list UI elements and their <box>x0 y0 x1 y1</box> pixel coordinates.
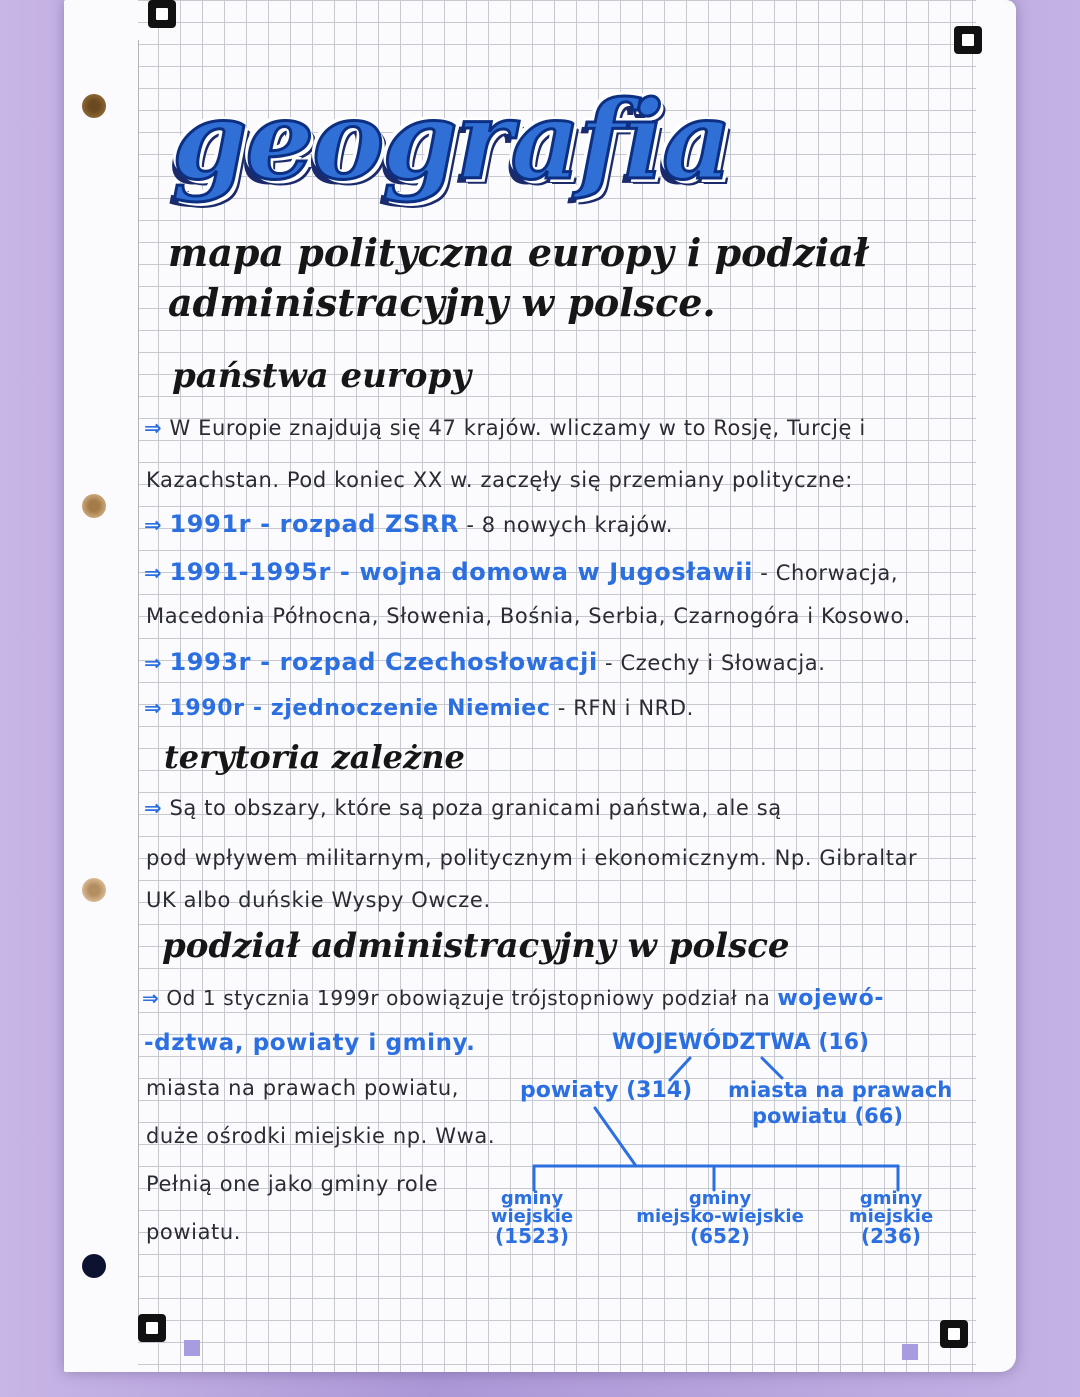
paragraph-line: UK albo duńskie Wyspy Owcze. <box>146 888 491 912</box>
gminy-label: gminy <box>500 1188 564 1209</box>
side-note-line: miasta na prawach powiatu, <box>146 1076 460 1100</box>
diagram-miasta-line2: powiatu (66) <box>752 1104 903 1128</box>
section-heading-podzial: podział administracyjny w polsce <box>162 926 790 966</box>
arrow-icon: ⇒ <box>144 651 163 675</box>
list-item <box>144 558 898 586</box>
section-heading-terytoria: terytoria zależne <box>164 738 465 776</box>
list-item-highlight: 1991r - rozpad ZSRR <box>169 510 460 538</box>
arrow-icon: ⇒ <box>144 416 163 440</box>
paragraph-line: Kazachstan. Pod koniec XX w. zaczęły się przemiany polityczne: <box>146 468 853 492</box>
list-item-text: - RFN i NRD. <box>550 696 694 720</box>
paragraph-line: pod wpływem militarnym, politycznym i ekonomicznym. Np. Gibraltar <box>146 846 918 870</box>
list-item <box>144 696 694 721</box>
diagram-powiaty: powiaty (314) <box>520 1078 693 1103</box>
diagram-miasta-line1: miasta na prawach <box>728 1078 953 1102</box>
arrow-icon: ⇒ <box>144 796 163 820</box>
list-item <box>144 510 673 538</box>
list-item-highlight: 1990r - zjednoczenie Niemiec <box>169 696 551 721</box>
paragraph-line <box>142 986 884 1011</box>
topic-line-1: mapa polityczna europy i podział <box>168 230 869 275</box>
page-title: geografia <box>172 78 731 204</box>
list-item-highlight: 1993r - rozpad Czechosłowacji <box>169 648 598 676</box>
diagram-gminy-miejsko-wiejskie <box>630 1190 810 1246</box>
highlight-line: -dztwa, powiaty i gminy. <box>144 1030 476 1056</box>
list-item-highlight: 1991-1995r - wojna domowa w Jugosławii <box>169 558 753 586</box>
gminy-type: miejsko-wiejskie <box>636 1206 804 1227</box>
paragraph-text: Są to obszary, które są poza granicami państwa, ale są <box>169 796 782 820</box>
diagram-gminy-wiejskie <box>472 1190 592 1246</box>
paragraph-line <box>144 796 782 820</box>
diagram-wojewodztwa: WOJEWÓDZTWA (16) <box>612 1030 870 1055</box>
paragraph-text: W Europie znajdują się 47 krajów. wliczamy w to Rosję, Turcję i <box>169 416 866 440</box>
topic-line-2: administracyjny w polsce. <box>168 280 716 325</box>
list-item-text: - Czechy i Słowacja. <box>597 651 826 675</box>
gminy-label: gminy <box>688 1188 752 1209</box>
gminy-type: miejskie <box>848 1206 934 1227</box>
gminy-type: wiejskie <box>490 1206 574 1227</box>
paragraph-text: Od 1 stycznia 1999r obowiązuje trójstopniowy podział na <box>166 986 771 1010</box>
gminy-count: (1523) <box>495 1224 569 1248</box>
arrow-icon: ⇒ <box>144 561 163 585</box>
list-item <box>144 648 826 676</box>
arrow-icon: ⇒ <box>142 986 160 1010</box>
arrow-icon: ⇒ <box>144 696 163 720</box>
list-item-text: - Chorwacja, <box>752 561 899 585</box>
side-note-line: duże ośrodki miejskie np. Wwa. <box>146 1124 496 1148</box>
diagram-gminy-miejskie <box>836 1190 946 1246</box>
side-note-line: powiatu. <box>146 1220 242 1244</box>
gminy-count: (236) <box>860 1224 922 1248</box>
section-heading-panstwa: państwa europy <box>172 356 471 396</box>
highlight-text: wojewó- <box>777 986 885 1011</box>
list-item-text: - 8 nowych krajów. <box>459 513 673 537</box>
side-note-line: Pełnią one jako gminy role <box>146 1172 439 1196</box>
paragraph-line <box>144 416 866 440</box>
list-item-continuation: Macedonia Północna, Słowenia, Bośnia, Serbia, Czarnogóra i Kosowo. <box>146 604 911 628</box>
gminy-label: gminy <box>859 1188 923 1209</box>
gminy-count: (652) <box>689 1224 751 1248</box>
arrow-icon: ⇒ <box>144 513 163 537</box>
